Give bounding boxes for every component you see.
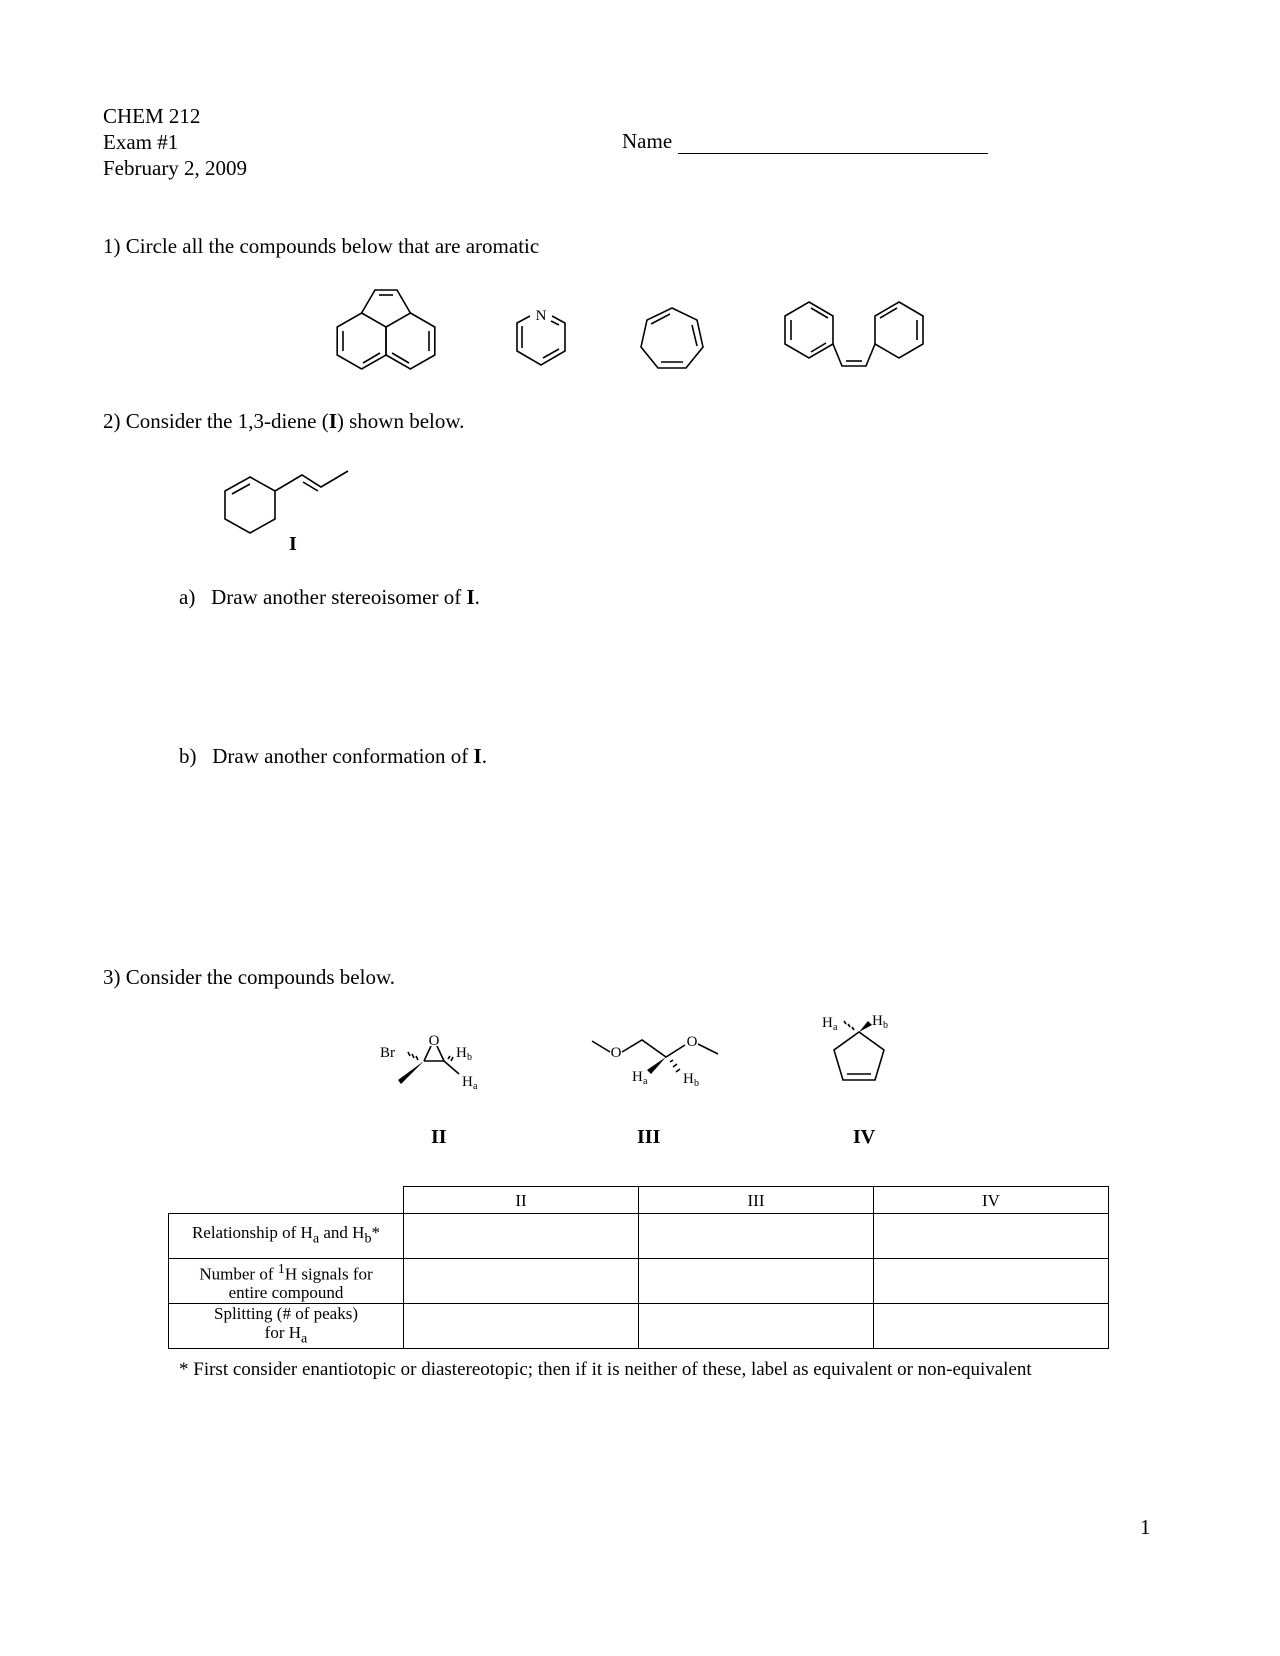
svg-text:H: H [872, 1013, 883, 1029]
svg-text:H: H [632, 1069, 643, 1085]
answer-cell-relationship-IV[interactable] [874, 1214, 1109, 1259]
svg-text:O: O [686, 1034, 698, 1050]
compound-IV-label: IV [853, 1126, 876, 1148]
phenanthrene-structure[interactable] [785, 302, 923, 366]
row-header-signals: Number of $^1$H signals for entire compound [169, 1259, 404, 1304]
compound-III-structure[interactable] [592, 1034, 718, 1089]
column-header-III: III [639, 1187, 874, 1214]
svg-text:H: H [683, 1071, 694, 1087]
svg-text:H: H [456, 1045, 467, 1061]
row-header-relationship: Relationship of $H_a$ and $H_b*$ [169, 1214, 404, 1259]
table-row [169, 1214, 1109, 1259]
table-header-row [169, 1187, 1109, 1214]
svg-text:H: H [462, 1074, 473, 1090]
acenaphthylene-structure[interactable] [337, 290, 435, 369]
cycloheptatriene-structure[interactable] [641, 308, 703, 368]
column-header-II: II [404, 1187, 639, 1214]
pyridine-nitrogen-label: N [535, 308, 547, 324]
svg-text:a: a [643, 1076, 648, 1087]
bromine-label: Br [380, 1045, 395, 1061]
answer-cell-relationship-II[interactable] [404, 1214, 639, 1259]
question-3-text: 3) Consider the compounds below. [103, 965, 396, 989]
svg-text:O: O [610, 1045, 622, 1061]
exam-date: February 2, 2009 [103, 156, 248, 180]
course-title: CHEM 212 [103, 104, 201, 128]
question-2b-text: b) Draw another conformation of I. [179, 744, 487, 768]
table-row [169, 1304, 1109, 1349]
question-3-structures [0, 1000, 1280, 1120]
page-number: 1 [1140, 1515, 1151, 1539]
row-header-splitting: Splitting (# of peaks) for $H_a$ [169, 1304, 404, 1349]
answer-cell-splitting-III[interactable] [639, 1304, 874, 1349]
svg-text:a: a [473, 1081, 478, 1092]
answer-cell-splitting-IV[interactable] [874, 1304, 1109, 1349]
svg-text:O: O [428, 1033, 440, 1049]
question-2a-text: a) Draw another stereoisomer of I. [179, 585, 480, 609]
table-row [169, 1259, 1109, 1304]
question-1-text: 1) Circle all the compounds below that are aromatic [103, 234, 540, 258]
compound-II-structure[interactable] [380, 1033, 478, 1092]
svg-text:a: a [833, 1022, 838, 1033]
svg-text:b: b [883, 1020, 888, 1031]
answer-cell-signals-IV[interactable] [874, 1259, 1109, 1304]
answer-cell-relationship-III[interactable] [639, 1214, 874, 1259]
answer-cell-signals-II[interactable] [404, 1259, 639, 1304]
table-footnote: * First consider enantiotopic or diastereotopic; then if it is neither of these, label as equivalent or non-equivalent [179, 1359, 1032, 1380]
name-label: Name [622, 129, 673, 153]
column-header-IV: IV [874, 1187, 1109, 1214]
pyridine-structure[interactable] [517, 308, 565, 365]
answer-cell-signals-III[interactable] [639, 1259, 874, 1304]
svg-text:b: b [467, 1052, 472, 1063]
compound-I-label: I [289, 533, 297, 555]
question-2-text: 2) Consider the 1,3-diene (I) shown below. [103, 409, 465, 433]
compound-III-label: III [637, 1126, 661, 1148]
compound-IV-structure[interactable] [822, 1013, 888, 1080]
exam-number: Exam #1 [103, 130, 179, 154]
answer-table [168, 1186, 1109, 1349]
compound-II-label: II [431, 1126, 447, 1148]
svg-text:H: H [822, 1015, 833, 1031]
compound-I-structure[interactable] [0, 440, 500, 560]
answer-cell-splitting-II[interactable] [404, 1304, 639, 1349]
question-1-structures [0, 0, 1280, 420]
svg-text:b: b [694, 1078, 699, 1089]
